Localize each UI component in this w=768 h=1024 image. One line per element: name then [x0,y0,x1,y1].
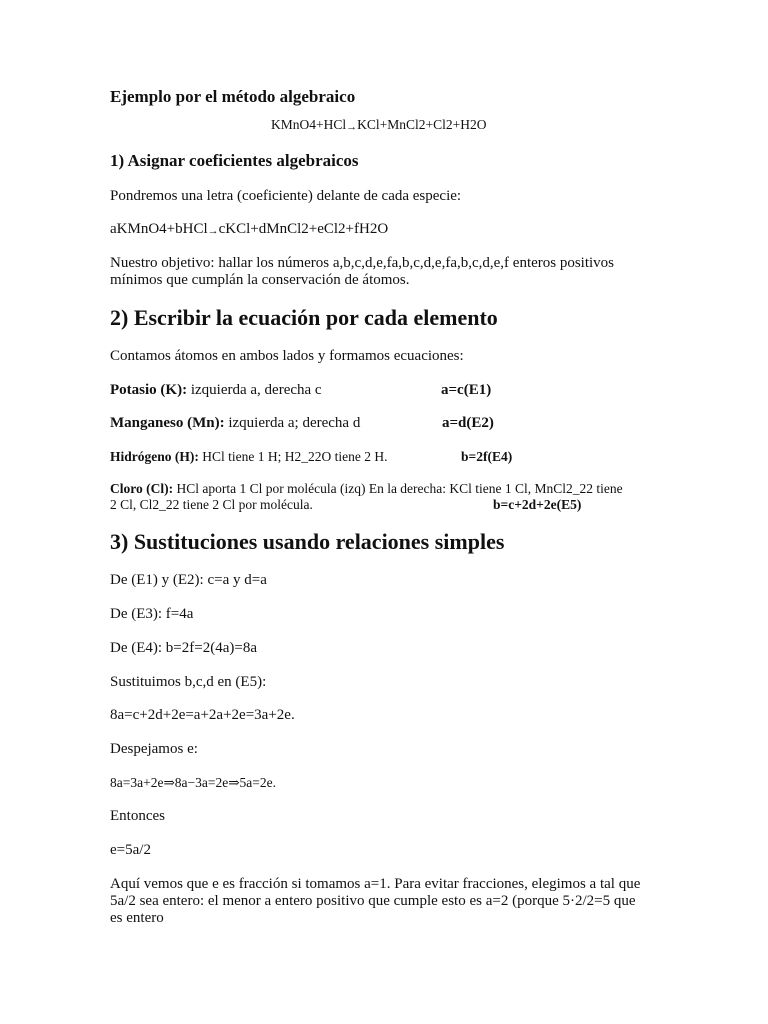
manganeso-text: izquierda a; derecha d [224,415,361,431]
section-1-heading: 1) Asignar coeficientes algebraicos [110,151,359,170]
equation-e2: a=d(E2) [442,415,494,431]
coefficient-reactants: aKMnO4+bHCl [110,221,208,237]
reaction-arrow: → [207,225,219,237]
potasio-line [110,382,322,399]
coefficient-equation [110,221,388,238]
hidrogeno-text: HCl tiene 1 H; H2_22O tiene 2 H. [198,449,388,464]
document-title: Ejemplo por el método algebraico [110,87,356,106]
derivation-line: Despejamos e: [110,741,198,757]
conclusion-line-1: Aquí vemos que e es fracción si tomamos a=1. Para evitar fracciones, elegimos a tal que [110,876,641,892]
goal-text-line-1: Nuestro objetivo: hallar los números a,b,c,d,e,fa,b,c,d,e,fa,b,c,d,e,f enteros positivos [110,255,615,271]
reaction-arrow: → [346,121,358,133]
cloro-line-1 [110,481,623,497]
section-2-heading: 2) Escribir la ecuación por cada elemento [110,305,498,330]
equation-reactants: KMnO4+HCl [271,117,347,132]
cloro-label: Cloro (Cl): [110,481,174,496]
coefficient-products: cKCl+dMnCl2+eCl2+fH2O [218,221,389,237]
derivation-line: 8a=c+2d+2e=a+2a+2e=3a+2e. [110,707,295,723]
cloro-line-2: 2 Cl, Cl2_22 tiene 2 Cl por molécula. [110,497,313,512]
derivation-line: De (E3): f=4a [110,606,194,622]
derivation-line: Sustituimos b,c,d en (E5): [110,674,267,690]
section-1-intro: Pondremos una letra (coeficiente) delante de cada especie: [110,188,462,204]
derivation-line: Entonces [110,808,165,824]
hidrogeno-line [110,449,387,465]
section-2-intro: Contamos átomos en ambos lados y formamos ecuaciones: [110,348,464,364]
conclusion-line-2: 5a/2 sea entero: el menor a entero positivo que cumple esto es a=2 (porque 5·2/2=5 que [110,893,636,909]
derivation-line: De (E1) y (E2): c=a y d=a [110,572,267,588]
derivation-line: De (E4): b=2f=2(4a)=8a [110,640,257,656]
equation-products: KCl+MnCl2+Cl2+H2O [357,117,487,132]
goal-text-line-2: mínimos que cumplán la conservación de átomos. [110,272,410,288]
potasio-label: Potasio (K): [110,382,188,398]
potasio-text: izquierda a, derecha c [187,382,322,398]
hidrogeno-label: Hidrógeno (H): [110,449,199,464]
section-3-heading: 3) Sustituciones usando relaciones simples [110,529,505,554]
equation-e1: a=c(E1) [441,382,492,398]
conclusion-line-3: es entero [110,910,164,926]
manganeso-label: Manganeso (Mn): [110,415,225,431]
equation-e4: b=2f(E4) [461,449,513,464]
equation-e5: b=c+2d+2e(E5) [493,497,582,512]
main-equation [271,117,486,133]
derivation-line: e=5a/2 [110,842,151,858]
manganeso-line [110,415,360,432]
cloro-text: HCl aporta 1 Cl por molécula (izq) En la derecha: KCl tiene 1 Cl, MnCl2_22 tiene [173,481,623,496]
derivation-line: 8a=3a+2e⇒8a−3a=2e⇒5a=2e. [110,775,277,790]
